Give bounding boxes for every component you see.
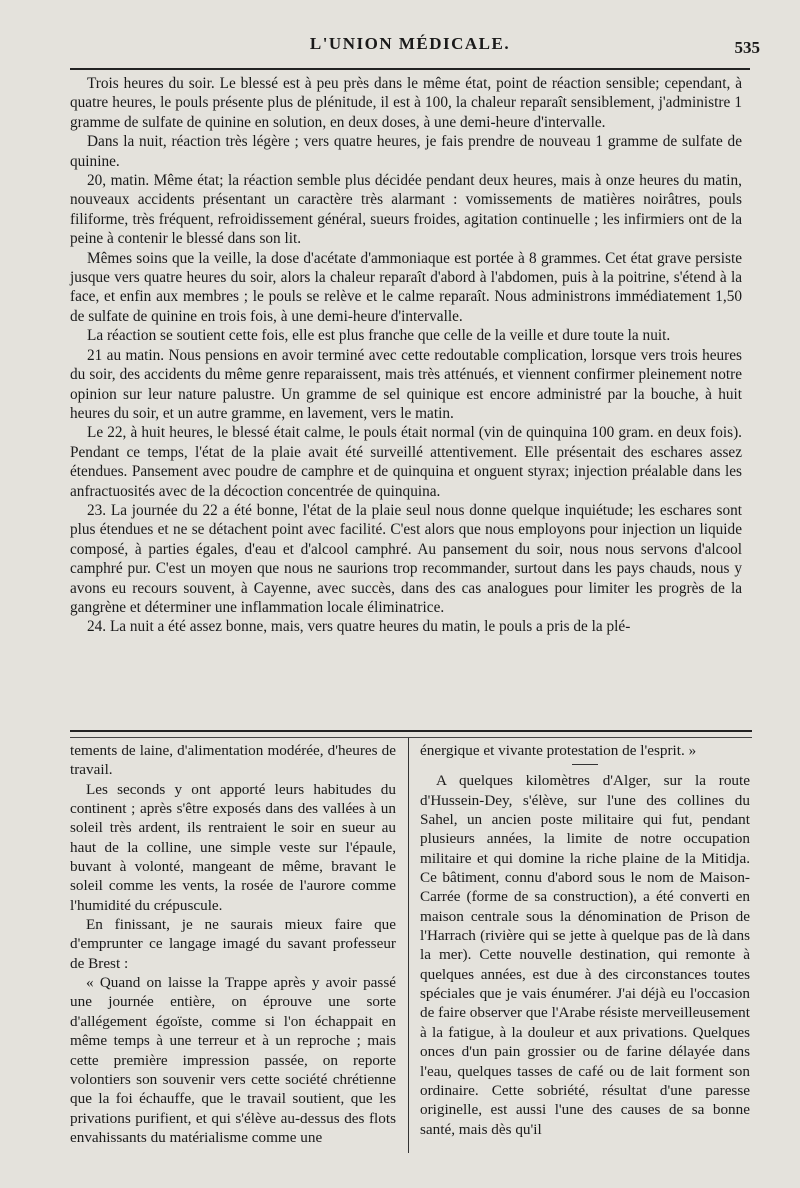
paragraph: 23. La journée du 22 a été bonne, l'état de la plaie seul nous donne quelque inquiétude; les eschares sont plus étendues et ne se détachent point avec facilité. C'est alors que nous employons pour injection un liquide composé, à parties égales, d'eau et d'alcool camphré. Au pansement du soir, nous nous servons d'alcool camphré pur. C'est un moyen que nous ne saurions trop recommander, surtout dans les pays chauds, nous y avons eu recours souvent, à Cayenne, avec succès, dans des cas analogues pour limiter les progrès de la gangrène et déterminer une inflammation locale éliminatrice. [70,501,742,616]
paragraph: Trois heures du soir. Le blessé est à peu près dans le même état, point de réaction sensible; cependant, à quatre heures, le pouls présente plus de plénitude, il est à 100, la chaleur reparaît sensiblement, j'administre 1 gramme de sulfate de quinine en solution, en deux doses, à une demi-heure d'intervalle. [70,75,742,131]
paragraph: Les seconds y ont apporté leurs habitudes du continent ; après s'être exposés dans des vallées à un soleil très ardent, ils rentraient le soir en sueur au haut de la colline, une simple veste sur l'épaule, buvant à volonté, mangeant de même, bravant le soleil comme les vents, la rosée de l'aurore comme l'humidité du crépuscule. [70,780,396,914]
paragraph: 20, matin. Même état; la réaction semble plus décidée pendant deux heures, mais à onze heures du matin, nouveaux accidents présentant un caractère très alarmant : vomissements de matières noirâtres, pouls filiforme, très fréquent, refroidissement général, sueurs froides, agitation continuelle ; les infirmiers ont de la peine à contenir le blessé dans son lit. [70,172,742,248]
paragraph: Dans la nuit, réaction très légère ; vers quatre heures, je fais prendre de nouveau 1 gramme de sulfate de quinine. [70,133,742,170]
paragraph: 21 au matin. Nous pensions en avoir terminé avec cette redoutable complication, lorsque vers trois heures du soir, des accidents du même genre reparaissent, mais très atténués, et viennent confirmer pleinement notre opinion sur leur nature palustre. Un gramme de sel quinique est encore administré par la bouche, à huit heures du soir, et un autre gramme, en lavement, vers le matin. [70,346,742,422]
running-head [60,30,760,66]
paragraph: Mêmes soins que la veille, la dose d'acétate d'ammoniaque est portée à 8 grammes. Cet état grave persiste jusque vers quatre heures du soir, alors la chaleur reparaît d'abord à l'abdomen, puis à la poitrine, s'étend à la face, et enfin aux membres ; le pouls se relève et le calme reparaît. Nous administrons immédiatement 1,50 de sulfate de quinine en trois fois, à une demi-heure d'intervalle. [70,249,742,325]
paragraph: A quelques kilomètres d'Alger, sur la route d'Hussein-Dey, s'élève, sur l'une des collines du Sahel, un ancien poste militaire qui fut, pendant plusieurs années, la limite de notre occupation militaire et qui domine la riche plaine de la Mitidja. Ce bâtiment, connu d'abord sous le nom de Maison-Carrée (forme de sa construction), a été converti en maison centrale sous la dénomination de Prison de l'Harrach (rivière qui se jette à quelque pas de là dans la mer). Cette nouvelle destination, qui remonte à quelques années, est due à des circonstances toutes spéciales que je vais énumérer. J'ai déjà eu l'occasion de faire observer que l'Arabe résiste merveilleusement à la fatigue, à la douleur et aux privations. Quelques onces d'un pain grossier ou de farine délayée dans l'eau, quelques tasses de café ou de lait forment son ordinaire. Cette sobriété, résultat d'une paresse originelle, est aussi l'une des causes de sa bonne santé, mais dès qu'il [420,772,750,1138]
journal-title: L'UNION MÉDICALE. [309,34,511,53]
paragraph: énergique et vivante protestation de l'esprit. » [420,742,697,759]
paragraph: tements de laine, d'alimentation modérée, d'heures de travail. [70,742,396,779]
header-rule [70,68,750,70]
page-number: 535 [734,38,760,57]
right-column [420,741,750,1139]
left-column [70,741,396,1147]
paragraph: La réaction se soutient cette fois, elle est plus franche que celle de la veille et dure toute la nuit. [87,327,671,345]
main-text [70,74,742,637]
paragraph: 24. La nuit a été assez bonne, mais, vers quatre heures du matin, le pouls a pris de la plé- [87,618,631,636]
column-divider [408,738,409,1153]
section-rule [572,764,598,765]
quotation: « Quand on laisse la Trappe après y avoir passé une journée entière, on éprouve une sorte d'allégement égoïste, comme si l'on échappait en même temps à une terreur et à un reproche ; mais cette première impression passée, on reporte volontiers son souvenir vers cette société chrétienne que la foi échauffe, que le travail soutient, que les privations purifient, et qui s'élève au-dessus des flots envahissants du matérialisme comme une [70,974,396,1146]
paragraph: En finissant, je ne saurais mieux faire que d'emprunter ce langage imagé du savant professeur de Brest : [70,916,396,972]
section-divider [70,730,752,738]
paragraph: Le 22, à huit heures, le blessé était calme, le pouls était normal (vin de quinquina 100 gram. en deux fois). Pendant ce temps, l'état de la plaie avait été surveillé attentivement. Elle présentait des eschares assez étendues. Pansement avec poudre de camphre et de quinquina et onguent styrax; injection préalable dans les anfractuosités avec de la décoction concentrée de quinquina. [70,424,742,500]
